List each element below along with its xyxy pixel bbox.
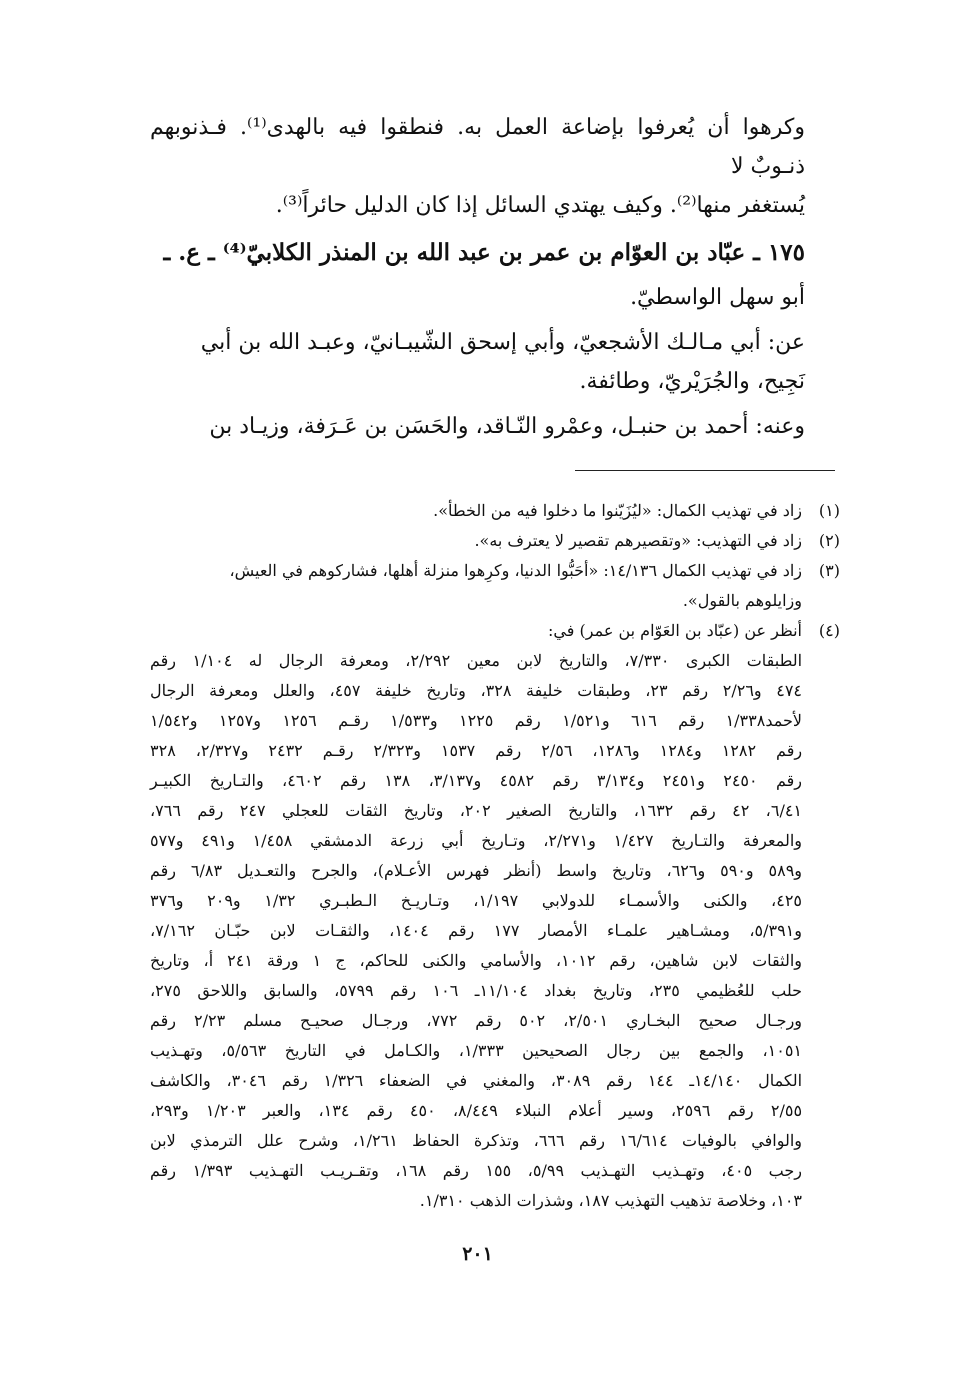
footnote-line: حلب للعُظيمي ٢٣٥، وتاريخ بغداد ١١/١٠٤ـ ١٠٦ رقم ٥٧٩٩، والسابق واللاحق ٢٧٥، xyxy=(150,981,803,1000)
text-line: عن: أبي مـالـك الأشجعيّ، وأبي إسحق الشّيبـانيّ، وعبـد الله بن أبي xyxy=(200,330,805,355)
footnote-line: وزايلوهم بالقول». xyxy=(682,591,802,610)
footnote-line: ٢/٥٥ رقم ٢٥٩٦، وسير أعلام النبلاء ٨/٤٤٩، ٤٥٠ رقم ١٣٤، والعبر ١/٢٠٣ و٢٩٣، xyxy=(150,1101,803,1120)
footnote-4 xyxy=(150,616,840,646)
footnote-line: والمعرفة والتـاريخ ١/٤٢٧ و٢/٢٧١، وتـاريخ أبي زرعة الدمشقي ١/٤٥٨ و٤٩١ و٥٧٧ xyxy=(150,831,802,850)
footnote-number: (٣) xyxy=(818,561,840,580)
paragraph-intro xyxy=(150,108,805,225)
page-number: ٢٠١ xyxy=(462,1243,493,1265)
footnote-line: ١٠٥١، والجمع بين رجال الصحيحين ١/٣٣٣، والكـامل في التاريخ ٥/٥٦٣، وتهـذيب xyxy=(150,1041,803,1060)
text-line: وعنه: أحمد بن حنبـل، وعمْرو النّـاقد، والحَسَن بن عَـرَفة، وزيـاد بن xyxy=(209,414,805,439)
entry-heading: ١٧٥ ـ عبّاد بن العوّام بن عمر بن عبد الله بن المنذر الكلابيّ⁽⁴⁾ ـ ع. ـ xyxy=(163,239,805,266)
footnote-line: والثقات لابن شاهين، رقم ١٠١٢، والأسامي والكنى للحاكم، ج ١ ورقة ٢٤١ أ، وتاريخ xyxy=(150,951,803,970)
footnote-line: رقم ١٢٨٢ و١٢٨٤ و١٢٨٦، ٢/٥٦ رقم ١٥٣٧ و٢/٣٢٣ رقـم ٢٤٣٢ و٢/٣٢٧، ٣٢٨ xyxy=(150,741,803,760)
footnote-line: ٦/٤١، ٤٢ رقم ١٦٣٢، والتاريخ الصغير ٢٠٢، وتاريخ الثقات للعجلي ٢٤٧ رقم ٧٦٦، xyxy=(150,801,803,820)
paragraph-narrated-from xyxy=(150,323,805,401)
footnote-number: (٢) xyxy=(818,531,840,550)
footnote-line: ١٠٣، وخلاصة تذهيب التهذيب ١٨٧، وشذرات الذهب ١/٣١٠. xyxy=(419,1191,802,1210)
paragraph-narrators xyxy=(150,407,805,446)
footnote-line: ورجـال صحيح البخـاري ٢/٥٠١، ٥٠٢ رقم ٧٧٢، ورجـال صحيـح مسلم ٢/٢٣ رقم xyxy=(150,1011,803,1030)
text-line: وكرهوا أن يُعرفوا بإضاعة العمل به. فنطقوا فيه بالهدى⁽¹⁾. فـذنوبهم ذنـوبٌ لا xyxy=(150,115,805,179)
footnote-line: و٥٨٩ و٥٩٠ و٦٢٦، وتاريخ واسط (أنظر فهرس الأعـلام)، والجرح والتعـديل ٦/٨٣ رقم xyxy=(150,861,803,880)
footnote-3 xyxy=(150,556,840,616)
footnote-line: رجب ٤٠٥، وتهـذيب التهـذيب ٥/٩٩، ١٥٥ رقم ١٦٨، وتقـريـب التهـذيب ١/٣٩٣ رقم xyxy=(150,1161,803,1180)
footnote-1 xyxy=(150,496,840,526)
footnote-number: (٤) xyxy=(818,621,840,640)
footnote-4-sources xyxy=(150,646,840,1216)
footnote-2 xyxy=(150,526,840,556)
footnote-number: (١) xyxy=(818,501,840,520)
footnote-line: رقم ٢٤٥٠ و٢٤٥١ و٣/١٣٤ رقم ٤٥٨٢ و٣/١٣٧، ١٣٨ رقم ٤٦٠٢، والتـاريخ الكبيـر xyxy=(150,771,803,790)
entry-kunya: أبو سهل الواسطيّ. xyxy=(630,285,805,310)
footnote-line: ٤٧٤ و٢/٢٦ رقم ٢٣، وطبقات خليفة ٣٢٨، وتاريخ خليفة ٤٥٧، والعلل ومعرفة الرجال xyxy=(150,681,802,700)
main-text xyxy=(150,108,805,452)
footnote-line: أنظر عن (عبّاد بن العَوّام بن عمر) في: xyxy=(548,621,802,640)
footnote-line: ٤٢٥، والكنى والأسمـاء للدولابي ١/١٩٧، وتـاريـخ الـطبـري ١/٣٢ و٢٠٩ و٣٧٦ xyxy=(150,891,802,910)
footnote-line: الطبقات الكبرى ٧/٣٣٠، والتاريخ لابن معين ٢/٢٩٢، ومعرفة الرجال له ١/١٠٤ رقم xyxy=(150,651,803,670)
footnote-line: زاد في تهذيب الكمال: «ليُزَيّنوا ما دخلوا فيه من الخطأ». xyxy=(433,501,802,520)
footnote-line: زاد في التهذيب: «وتقصيرهم تقصير لا يعترف به». xyxy=(474,531,802,550)
footnote-line: لأحمد١/٣٣٨ رقم ٦١٦ و١/٥٢١ رقم ١٢٢٥ و١/٥٣٣ رقـم ١٢٥٦ و١٢٥٧ و١/٥٤٢ xyxy=(150,711,802,730)
footnote-line: والوافي بالوفيات ١٦/٦١٤ رقم ٦٦٦، وتذكرة الحفاظ ١/٢٦١، وشرح علل الترمذي لابن xyxy=(150,1131,803,1150)
footnote-line: الكمال ١٤/١٤٠ـ ١٤٤ رقم ٣٠٨٩، والمغني في الضعفاء ١/٣٢٦ رقم ٣٠٤٦، والكاشف xyxy=(150,1071,803,1090)
text-line: يُستغفر منها⁽²⁾. وكيف يهتدي السائل إذا كان الدليل حائراً⁽³⁾. xyxy=(275,193,805,218)
footnote-line: زاد في تهذيب الكمال ١٤/١٣٦: «أحَبُّوا الدنيا، وكرِهوا منزلة أهلها، فشاركوهم في العيش، xyxy=(229,561,802,580)
footnote-line: و٥/٣٩١، ومشـاهير علمـاء الأمصار ١٧٧ رقم ١٤٠٤، والثقـات لابن حبّـان ٧/١٦٢، xyxy=(150,921,802,940)
text-line: نَجِيح، والجُرَيْريّ، وطائفة. xyxy=(579,369,805,394)
footnotes xyxy=(150,496,840,1216)
footnote-divider xyxy=(575,470,835,471)
